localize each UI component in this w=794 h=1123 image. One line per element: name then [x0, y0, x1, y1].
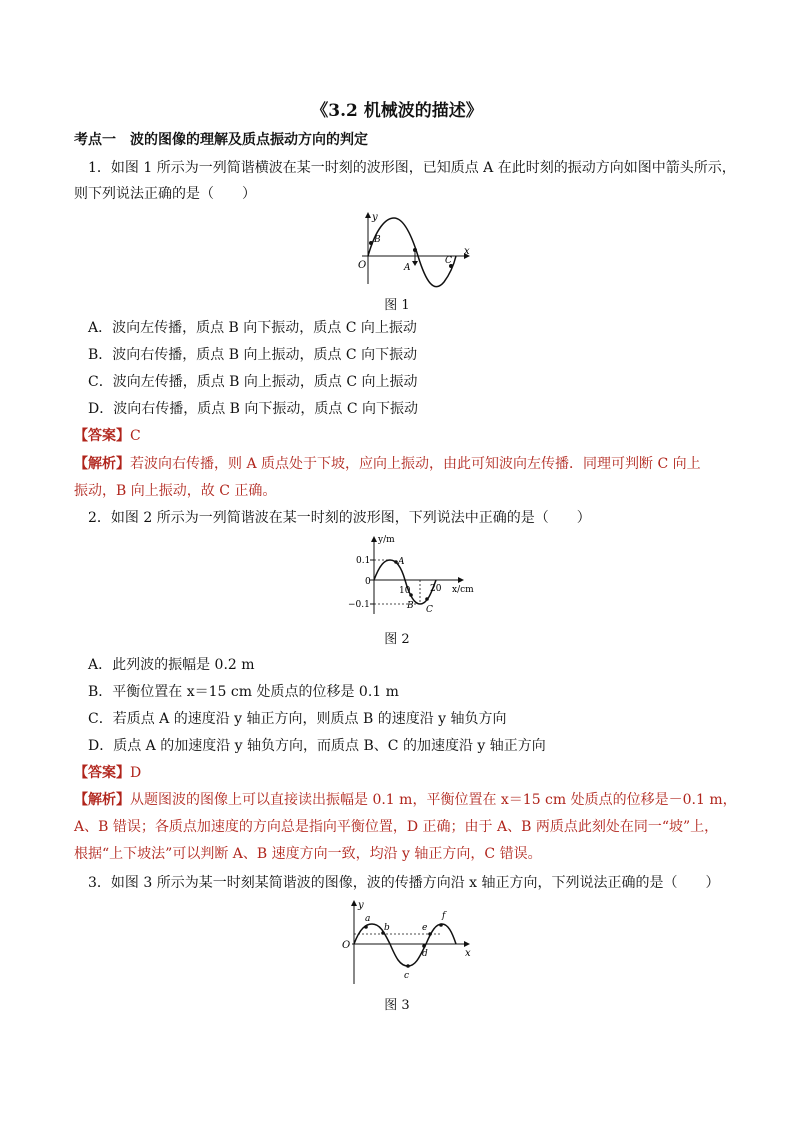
q1-fig-origin-label: O [358, 260, 367, 271]
q2-figure-caption: 图 2 [384, 632, 410, 647]
q1-analysis-line1 [74, 454, 734, 474]
q2-fig-point-a: A [398, 557, 405, 567]
q3-fig-point-e: e [422, 923, 428, 933]
q2-fig-x-label: x/cm [452, 585, 474, 595]
q2-fig-tick-20: 20 [430, 584, 442, 594]
q1-fig-x-label: x [464, 246, 470, 257]
q3-fig-x-label: x [465, 948, 471, 959]
q1-analysis-line2: 振动，B 向上振动，故 C 正确。 [74, 483, 277, 499]
q1-figure [352, 210, 472, 288]
section-heading: 考点一 波的图像的理解及质点振动方向的判定 [74, 132, 368, 148]
q2-stem: 2．如图 2 所示为一列简谐波在某一时刻的波形图，下列说法中正确的是（ ） [88, 510, 591, 526]
q1-analysis-tag: 【解析】 [74, 456, 130, 472]
q1-option-a: A．波向左传播，质点 B 向下振动，质点 C 向上振动 [88, 320, 417, 336]
q1-fig-point-b: B [374, 235, 381, 245]
q2-answer-value: D [130, 765, 142, 781]
q2-fig-origin-label: 0 [365, 577, 371, 587]
q3-figure-caption: 图 3 [384, 998, 410, 1013]
q1-answer [74, 426, 734, 446]
q1-option-d: D．波向右传播，质点 B 向下振动，质点 C 向下振动 [88, 401, 419, 417]
q2-option-a: A．此列波的振幅是 0.2 m [88, 657, 255, 673]
q1-fig-point-c: C [445, 256, 452, 266]
q2-option-d: D．质点 A 的加速度沿 y 轴负方向，而质点 B、C 的加速度沿 y 轴正方向 [88, 738, 546, 754]
q2-option-c: C．若质点 A 的速度沿 y 轴正方向，则质点 B 的速度沿 y 轴负方向 [88, 711, 507, 727]
q3-fig-point-b: b [384, 923, 390, 933]
q1-answer-tag: 【答案】 [74, 428, 130, 444]
q1-answer-value: C [130, 428, 141, 444]
q1-stem-line2: 则下列说法正确的是（ ） [74, 186, 256, 202]
q3-fig-point-c: c [404, 971, 410, 981]
q2-fig-point-c: C [426, 605, 433, 615]
q1-analysis-text1: 若波向右传播，则 A 质点处于下坡，应向上振动，由此可知波向左传播．同理可判断 C 向上 [130, 456, 701, 472]
q2-fig-point-b: B [407, 601, 414, 611]
q3-fig-y-label: y [358, 900, 364, 911]
q1-figure-caption: 图 1 [384, 298, 410, 313]
q2-analysis-line3: 根据“上下坡法”可以判断 A、B 速度方向一致，均沿 y 轴正方向，C 错误。 [74, 846, 542, 862]
q3-stem: 3．如图 3 所示为某一时刻某简谐波的图像，波的传播方向沿 x 轴正方向，下列说法正确的是（ ） [88, 875, 720, 891]
q1-option-b: B．波向右传播，质点 B 向上振动，质点 C 向下振动 [88, 347, 418, 363]
q3-fig-point-f: f [442, 911, 446, 921]
q3-fig-point-d: d [422, 949, 428, 959]
q2-analysis-line2: A、B 错误；各质点加速度的方向总是指向平衡位置，D 正确；由于 A、B 两质点此刻处在同一“坡”上， [74, 819, 719, 835]
q3-fig-point-a: a [365, 914, 371, 924]
q2-analysis-tag: 【解析】 [74, 792, 130, 808]
page-title: 《3.2 机械波的描述》 [311, 101, 483, 121]
q2-answer-tag: 【答案】 [74, 765, 130, 781]
q2-analysis-text1: 从题图波的图像上可以直接读出振幅是 0.1 m，平衡位置在 x＝15 cm 处质点的位移是－0.1 m， [130, 792, 737, 808]
q2-option-b: B．平衡位置在 x＝15 cm 处质点的位移是 0.1 m [88, 684, 399, 700]
q2-fig-y-label: y/m [378, 535, 395, 545]
q3-figure [338, 898, 478, 988]
q1-fig-y-label: y [372, 212, 378, 223]
q2-figure [340, 532, 480, 618]
q1-fig-point-a: A [404, 263, 411, 273]
q3-fig-origin-label: O [342, 940, 351, 951]
q2-fig-tick-0-1: 0.1 [356, 556, 371, 566]
q2-answer [74, 763, 734, 783]
q2-fig-tick-10: 10 [399, 586, 411, 596]
q1-option-c: C．波向左传播，质点 B 向上振动，质点 C 向上振动 [88, 374, 418, 390]
q1-stem-line1: 1．如图 1 所示为一列简谐横波在某一时刻的波形图，已知质点 A 在此时刻的振动方向如图中箭头所示， [88, 160, 736, 176]
q2-fig-tick-minus-0-1: −0.1 [348, 600, 370, 610]
q2-analysis-line1 [74, 790, 737, 810]
